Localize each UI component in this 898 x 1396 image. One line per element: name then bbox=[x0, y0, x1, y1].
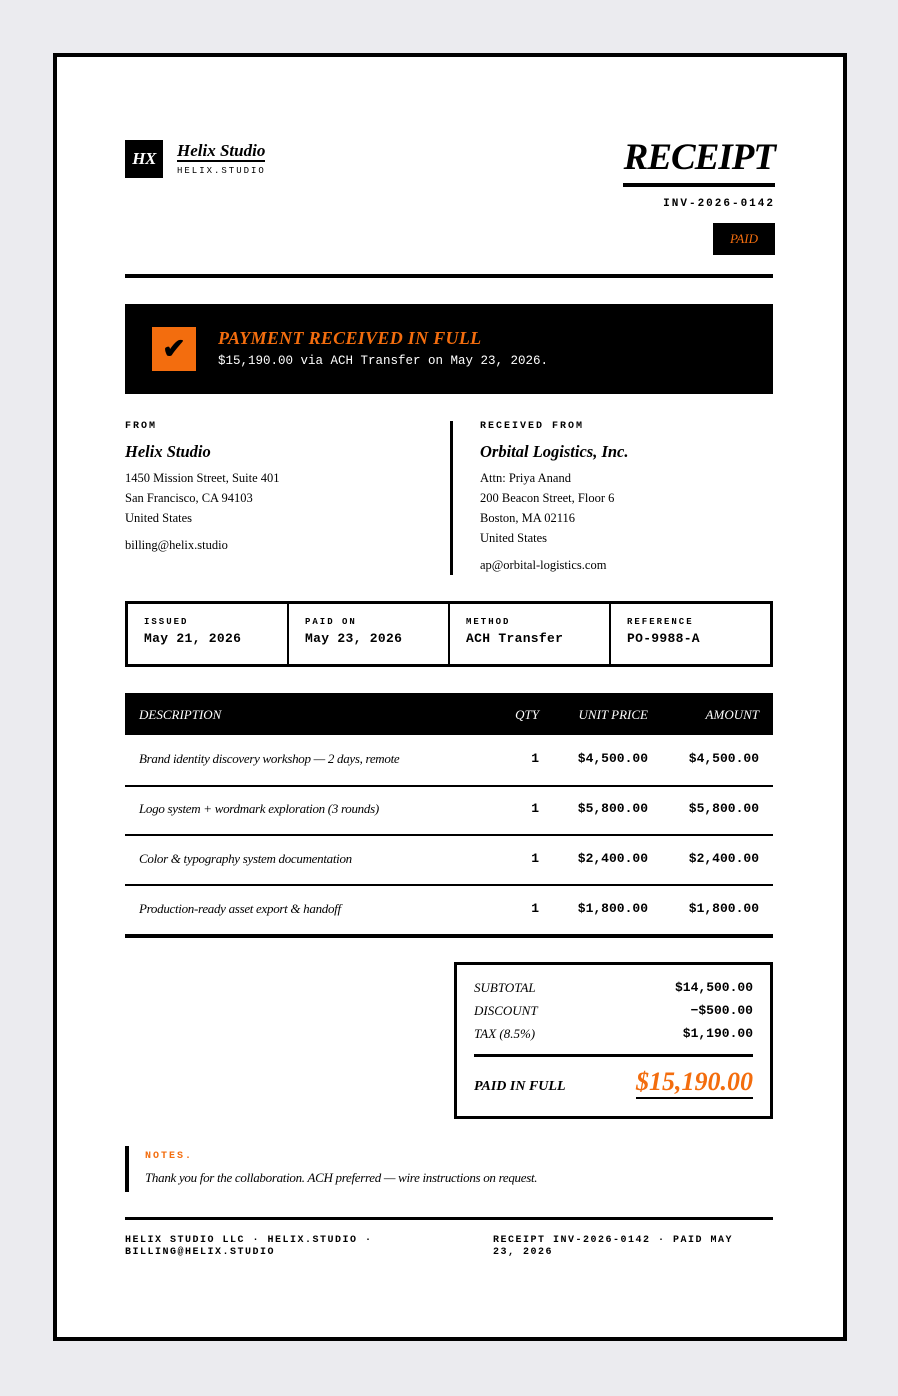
meta-paid-on bbox=[289, 604, 450, 664]
address-line: United States bbox=[480, 531, 548, 545]
column-description: DESCRIPTION bbox=[139, 707, 222, 722]
title-underline bbox=[623, 183, 775, 187]
address-line: 1450 Mission Street, Suite 401 bbox=[125, 471, 280, 485]
table-row bbox=[125, 836, 773, 886]
brand-logo: HX bbox=[125, 140, 163, 178]
meta-value: PO-9988-A bbox=[627, 631, 700, 646]
row-unit-price: $2,400.00 bbox=[577, 851, 648, 866]
row-qty: 1 bbox=[531, 901, 539, 916]
row-qty: 1 bbox=[531, 801, 539, 816]
from-email[interactable]: billing@helix.studio bbox=[125, 538, 228, 552]
row-unit-price: $1,800.00 bbox=[577, 901, 648, 916]
notes-accent-bar bbox=[125, 1146, 129, 1192]
totals-box bbox=[454, 962, 773, 1119]
table-row bbox=[125, 886, 773, 938]
meta-label: METHOD bbox=[466, 617, 511, 627]
discount-value: −$500.00 bbox=[690, 1003, 753, 1018]
to-address bbox=[480, 468, 614, 548]
subtotal-value: $14,500.00 bbox=[674, 980, 753, 995]
notes-label: NOTES. bbox=[145, 1151, 194, 1162]
meta-value: May 23, 2026 bbox=[305, 631, 403, 646]
invoice-number: INV-2026-0142 bbox=[663, 198, 775, 210]
row-description: Logo system + wordmark exploration (3 rounds) bbox=[139, 801, 379, 816]
notes-text: Thank you for the collaboration. ACH preferred — wire instructions on request. bbox=[145, 1170, 538, 1185]
footer-divider bbox=[125, 1217, 773, 1220]
row-unit-price: $5,800.00 bbox=[577, 801, 648, 816]
table-row bbox=[125, 786, 773, 836]
brand-domain: HELIX.STUDIO bbox=[177, 166, 266, 176]
checkmark-icon: ✔ bbox=[152, 327, 196, 371]
payment-details bbox=[125, 601, 773, 667]
meta-value: May 21, 2026 bbox=[144, 631, 242, 646]
footer-left: HELIX STUDIO LLC · HELIX.STUDIO · BILLING@HELIX.STUDIO bbox=[125, 1235, 373, 1258]
from-label: FROM bbox=[125, 421, 158, 432]
row-amount: $2,400.00 bbox=[688, 851, 759, 866]
from-name: Helix Studio bbox=[125, 442, 211, 461]
status-badge: PAID bbox=[713, 223, 775, 255]
footer-right: RECEIPT INV-2026-0142 · PAID MAY 23, 2026 bbox=[493, 1235, 734, 1258]
row-qty: 1 bbox=[531, 751, 539, 766]
address-line: United States bbox=[125, 511, 193, 525]
address-line: Attn: Priya Anand bbox=[480, 471, 571, 485]
paid-in-full-value: $15,190.00 bbox=[636, 1067, 753, 1099]
column-amount: AMOUNT bbox=[705, 707, 759, 722]
row-amount: $5,800.00 bbox=[688, 801, 759, 816]
address-line: Boston, MA 02116 bbox=[480, 511, 576, 525]
row-qty: 1 bbox=[531, 851, 539, 866]
to-name: Orbital Logistics, Inc. bbox=[480, 442, 629, 461]
row-description: Brand identity discovery workshop — 2 days, remote bbox=[139, 751, 400, 766]
address-line: 200 Beacon Street, Floor 6 bbox=[480, 491, 615, 505]
row-description: Color & typography system documentation bbox=[139, 851, 352, 866]
meta-issued bbox=[128, 604, 289, 664]
meta-value: ACH Transfer bbox=[466, 631, 564, 646]
banner-title: PAYMENT RECEIVED IN FULL bbox=[218, 328, 482, 348]
meta-label: REFERENCE bbox=[627, 617, 694, 627]
banner-subtitle: $15,190.00 via ACH Transfer on May 23, 2026. bbox=[218, 354, 549, 368]
tax-label: TAX (8.5%) bbox=[474, 1026, 536, 1041]
discount-label: DISCOUNT bbox=[474, 1003, 538, 1018]
address-line: San Francisco, CA 94103 bbox=[125, 491, 253, 505]
address-divider bbox=[450, 421, 453, 575]
row-amount: $1,800.00 bbox=[688, 901, 759, 916]
document-title: RECEIPT bbox=[623, 137, 775, 178]
brand-name: Helix Studio bbox=[177, 141, 266, 160]
receipt-page bbox=[53, 53, 847, 1341]
column-unit-price: UNIT PRICE bbox=[578, 707, 648, 722]
row-unit-price: $4,500.00 bbox=[577, 751, 648, 766]
from-address bbox=[125, 468, 280, 528]
totals-divider bbox=[474, 1054, 753, 1057]
payment-banner bbox=[125, 304, 773, 394]
tax-value: $1,190.00 bbox=[682, 1026, 753, 1041]
table-header bbox=[125, 693, 773, 735]
meta-reference bbox=[611, 604, 770, 664]
row-amount: $4,500.00 bbox=[688, 751, 759, 766]
to-email[interactable]: ap@orbital-logistics.com bbox=[480, 558, 607, 572]
subtotal-label: SUBTOTAL bbox=[474, 980, 536, 995]
meta-label: PAID ON bbox=[305, 617, 357, 627]
to-label: RECEIVED FROM bbox=[480, 421, 585, 432]
meta-method bbox=[450, 604, 611, 664]
row-description: Production-ready asset export & handoff bbox=[139, 901, 341, 916]
meta-label: ISSUED bbox=[144, 617, 189, 627]
table-row bbox=[125, 737, 773, 787]
paid-in-full-label: PAID IN FULL bbox=[474, 1079, 566, 1094]
header-divider bbox=[125, 274, 773, 278]
column-qty: QTY bbox=[515, 707, 539, 722]
